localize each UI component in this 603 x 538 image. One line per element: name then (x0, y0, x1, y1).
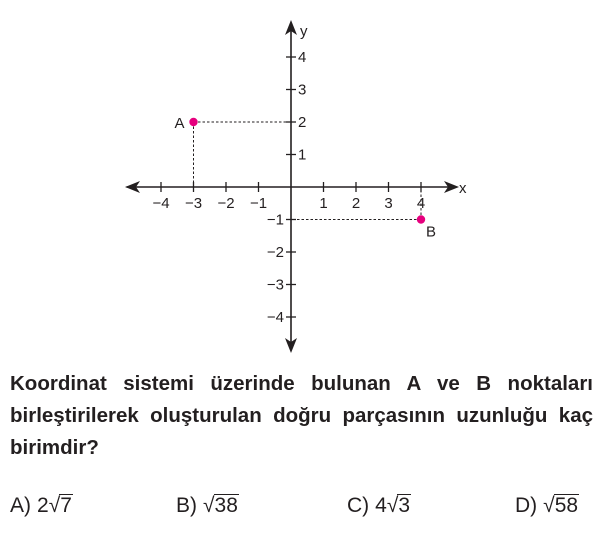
option-c-letter: C) (347, 494, 370, 517)
radical-sign-icon: √ (386, 494, 399, 517)
option-c-sqrt (387, 492, 411, 520)
x-tick-label: −1 (249, 195, 268, 212)
points (175, 115, 437, 241)
x-tick-label: 1 (319, 195, 328, 212)
radical-sign-icon: √ (203, 494, 215, 517)
x-tick-label: −4 (152, 195, 170, 212)
point-a (189, 118, 197, 126)
y-tick-label: −1 (266, 211, 284, 229)
y-tick-label: 1 (298, 146, 307, 164)
y-tick-label: −2 (266, 244, 284, 261)
option-d-letter: D) (515, 494, 538, 517)
y-tick-label: −3 (266, 276, 284, 294)
y-tick-label: 3 (298, 81, 307, 99)
axes (125, 20, 467, 353)
radical-sign-icon: √ (48, 494, 61, 517)
option-d[interactable] (515, 492, 579, 520)
option-a-radicand: 7 (60, 494, 72, 517)
option-b-radicand: 38 (214, 494, 238, 517)
option-b-sqrt (203, 492, 239, 520)
y-tick-label: −4 (266, 309, 284, 326)
x-tick-label: 2 (351, 195, 361, 212)
option-a-sqrt (49, 492, 73, 520)
option-b[interactable] (176, 492, 239, 520)
x-tick-label: 3 (384, 195, 393, 212)
y-axis-label: y (300, 23, 308, 40)
radical-sign-icon: √ (543, 494, 555, 517)
y-tick-label: 4 (298, 49, 307, 66)
option-a-letter: A) (10, 494, 31, 517)
option-c-radicand: 3 (398, 494, 411, 517)
x-axis-label: x (459, 180, 467, 197)
point-label-a: A (174, 115, 185, 132)
option-a[interactable] (10, 492, 73, 520)
option-a-coefficient: 2 (37, 494, 49, 517)
point-b (417, 215, 425, 223)
option-b-letter: B) (176, 494, 197, 517)
option-c[interactable] (347, 492, 411, 520)
question-text: Koordinat sistemi üzerinde bulunan A ve B noktaları birleştirilerek oluşturulan doğru parçasının uzunluğu kaç birimdir? (10, 372, 593, 459)
option-c-coefficient: 4 (375, 494, 387, 517)
point-label-b: B (426, 223, 437, 241)
x-tick-label: 4 (416, 195, 426, 212)
x-tick-label: −2 (217, 195, 235, 212)
y-tick-label: 2 (298, 114, 307, 131)
option-d-sqrt (543, 492, 579, 520)
option-d-radicand: 58 (554, 494, 579, 517)
x-tick-label: −3 (184, 195, 203, 212)
